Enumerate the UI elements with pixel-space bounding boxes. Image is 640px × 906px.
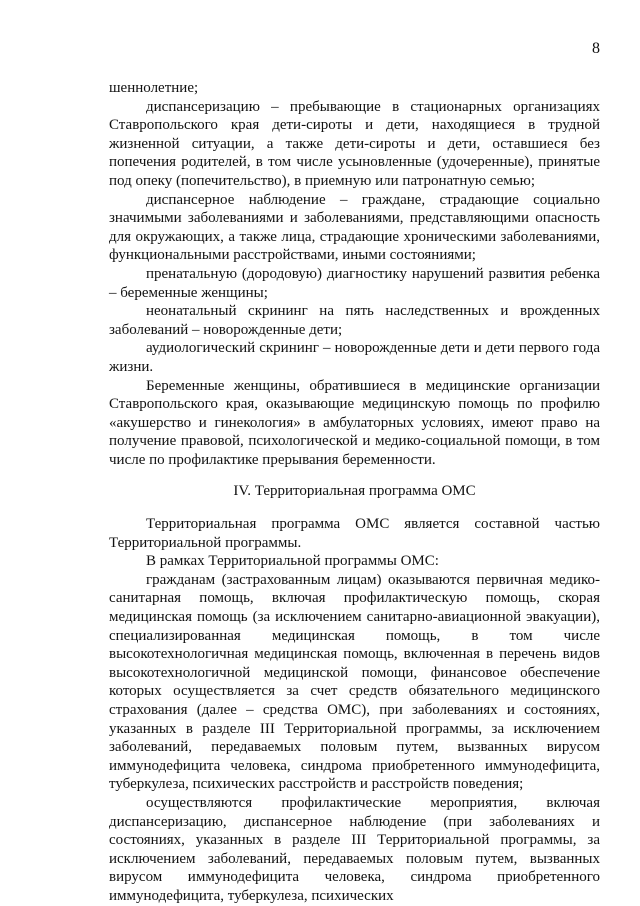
- paragraph-audiologichesky-skrining: аудиологический скрининг – новорожденные дети и дети первого года жизни.: [109, 340, 600, 375]
- paragraph-beremennye-zhenshchiny: Беременные женщины, обратившиеся в медицинские организации Ставропольского края, оказывающие медицинскую помощь по профилю «акушерство и гинекология» в амбулаторных условиях, имеют право на получение правовой, психологической и медико-социальной помощи, в том числе по профилактике прерывания беременности.: [109, 377, 600, 468]
- document-body: [109, 79, 600, 906]
- page-number: 8: [592, 40, 600, 57]
- section-title: IV. Территориальная программа ОМС: [233, 483, 476, 500]
- paragraph-neonatalny-skrining: неонатальный скрининг на пять наследственных и врожденных заболеваний – новорожденные дети;: [109, 303, 600, 338]
- paragraph-prenatalnaya-diagnostika: пренатальную (дородовую) диагностику нарушений развития ребенка – беременные женщины;: [109, 265, 600, 301]
- paragraph-grazhdanam-okazyvayutsya: гражданам (застрахованным лицам) оказываются первичная медико-санитарная помощь, включая профилактическую помощь, скорая медицинская помощь (за исключением санитарно-авиационной эвакуации), специализированная медицинская помощь, в том числе высокотехнологичная медицинская помощь, включенная в перечень видов высокотехнологичной медицинской помощи, финансовое обеспечение которых осуществляется за счет средств обязательного медицинского страхования (далее – средства ОМС), при заболеваниях и состояниях, указанных в разделе III Территориальной программы, за исключением заболеваний, передаваемых половым путем, вызванных вирусом иммунодефицита человека, синдрома приобретенного иммунодефицита, туберкулеза, психических расстройств и расстройств поведения;: [109, 571, 600, 793]
- paragraph-continuation: шеннолетние;: [109, 80, 199, 96]
- paragraph-dispansernoe-nablyudenie: диспансерное наблюдение – граждане, страдающие социально значимыми заболеваниями и заболеваниями, представляющими опасность для окружающих, а также лица, страдающие хроническими заболеваниями, функциональными расстройствами, иными состояниями;: [109, 191, 600, 264]
- paragraph-profilakticheskie-meropriyatiya: осуществляются профилактические мероприятия, включая диспансеризацию, диспансерное наблюдение (при заболеваниях и состояниях, указанных в разделе III Территориальной программы, за исключением заболеваний, передаваемых половым путем, вызванных вирусом иммунодефицита человека, синдрома приобретенного иммунодефицита, туберкулеза, психических: [109, 794, 600, 904]
- paragraph-sostavnaya-chast: Территориальная программа ОМС является составной частью Территориальной программы.: [109, 516, 600, 551]
- paragraph-v-ramkah: В рамках Территориальной программы ОМС:: [146, 553, 439, 570]
- paragraph-dispanserizatsiya: диспансеризацию – пребывающие в стационарных организациях Ставропольского края дети-сироты и дети, находящиеся в трудной жизненной ситуации, а также дети-сироты и дети, оставшиеся без попечения родителей, в том числе усыновленные (удочеренные), принятые под опеку (попечительство), в приемную или патронатную семью;: [109, 98, 600, 189]
